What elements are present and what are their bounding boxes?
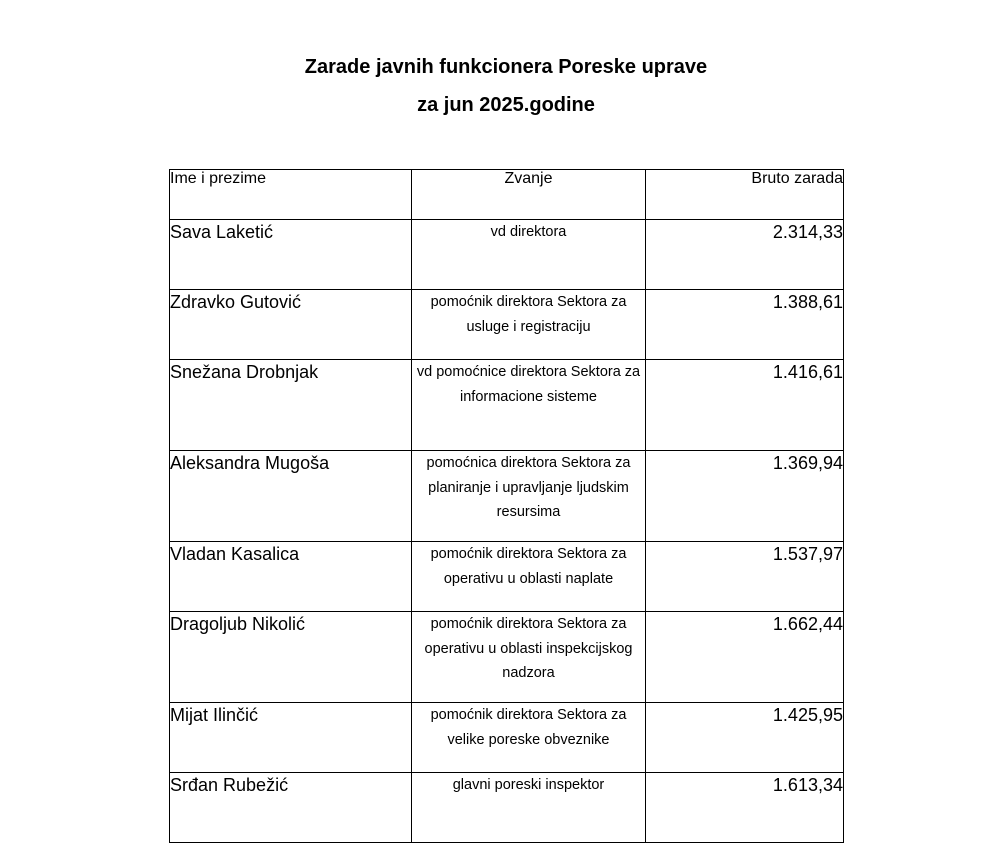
cell-title: vd pomoćnice direktora Sektora za informacione sisteme xyxy=(412,360,646,451)
table-header-row xyxy=(170,170,844,220)
cell-name: Dragoljub Nikolić xyxy=(170,612,412,703)
cell-title: pomoćnik direktora Sektora za operativu u oblasti inspekcijskog nadzora xyxy=(412,612,646,703)
table-row xyxy=(170,542,844,612)
header-title: Zvanje xyxy=(412,170,646,220)
table-row xyxy=(170,612,844,703)
table-row xyxy=(170,703,844,773)
title-line-1: Zarade javnih funkcionera Poreske uprave xyxy=(304,56,708,78)
cell-amount: 1.613,34 xyxy=(646,773,844,843)
cell-name: Snežana Drobnjak xyxy=(170,360,412,451)
cell-amount: 1.662,44 xyxy=(646,612,844,703)
cell-title: glavni poreski inspektor xyxy=(412,773,646,843)
cell-title: pomoćnica direktora Sektora za planiranje i upravljanje ljudskim resursima xyxy=(412,451,646,542)
cell-name: Srđan Rubežić xyxy=(170,773,412,843)
cell-amount: 1.388,61 xyxy=(646,290,844,360)
header-amount: Bruto zarada xyxy=(646,170,844,220)
table-row xyxy=(170,360,844,451)
cell-amount: 1.369,94 xyxy=(646,451,844,542)
cell-name: Aleksandra Mugoša xyxy=(170,451,412,542)
cell-name: Sava Laketić xyxy=(170,220,412,290)
table-row xyxy=(170,451,844,542)
cell-title: pomoćnik direktora Sektora za velike poreske obveznike xyxy=(412,703,646,773)
salaries-table xyxy=(169,169,844,843)
header-name: Ime i prezime xyxy=(170,170,412,220)
cell-title: pomoćnik direktora Sektora za usluge i registraciju xyxy=(412,290,646,360)
cell-name: Zdravko Gutović xyxy=(170,290,412,360)
table-row xyxy=(170,773,844,843)
cell-amount: 1.537,97 xyxy=(646,542,844,612)
cell-amount: 1.425,95 xyxy=(646,703,844,773)
cell-title: vd direktora xyxy=(412,220,646,290)
document-title xyxy=(0,48,989,124)
cell-name: Vladan Kasalica xyxy=(170,542,412,612)
cell-title: pomoćnik direktora Sektora za operativu u oblasti naplate xyxy=(412,542,646,612)
table-row xyxy=(170,220,844,290)
table-row xyxy=(170,290,844,360)
cell-amount: 1.416,61 xyxy=(646,360,844,451)
cell-amount: 2.314,33 xyxy=(646,220,844,290)
title-line-2: za jun 2025.godine xyxy=(417,94,595,116)
cell-name: Mijat Ilinčić xyxy=(170,703,412,773)
